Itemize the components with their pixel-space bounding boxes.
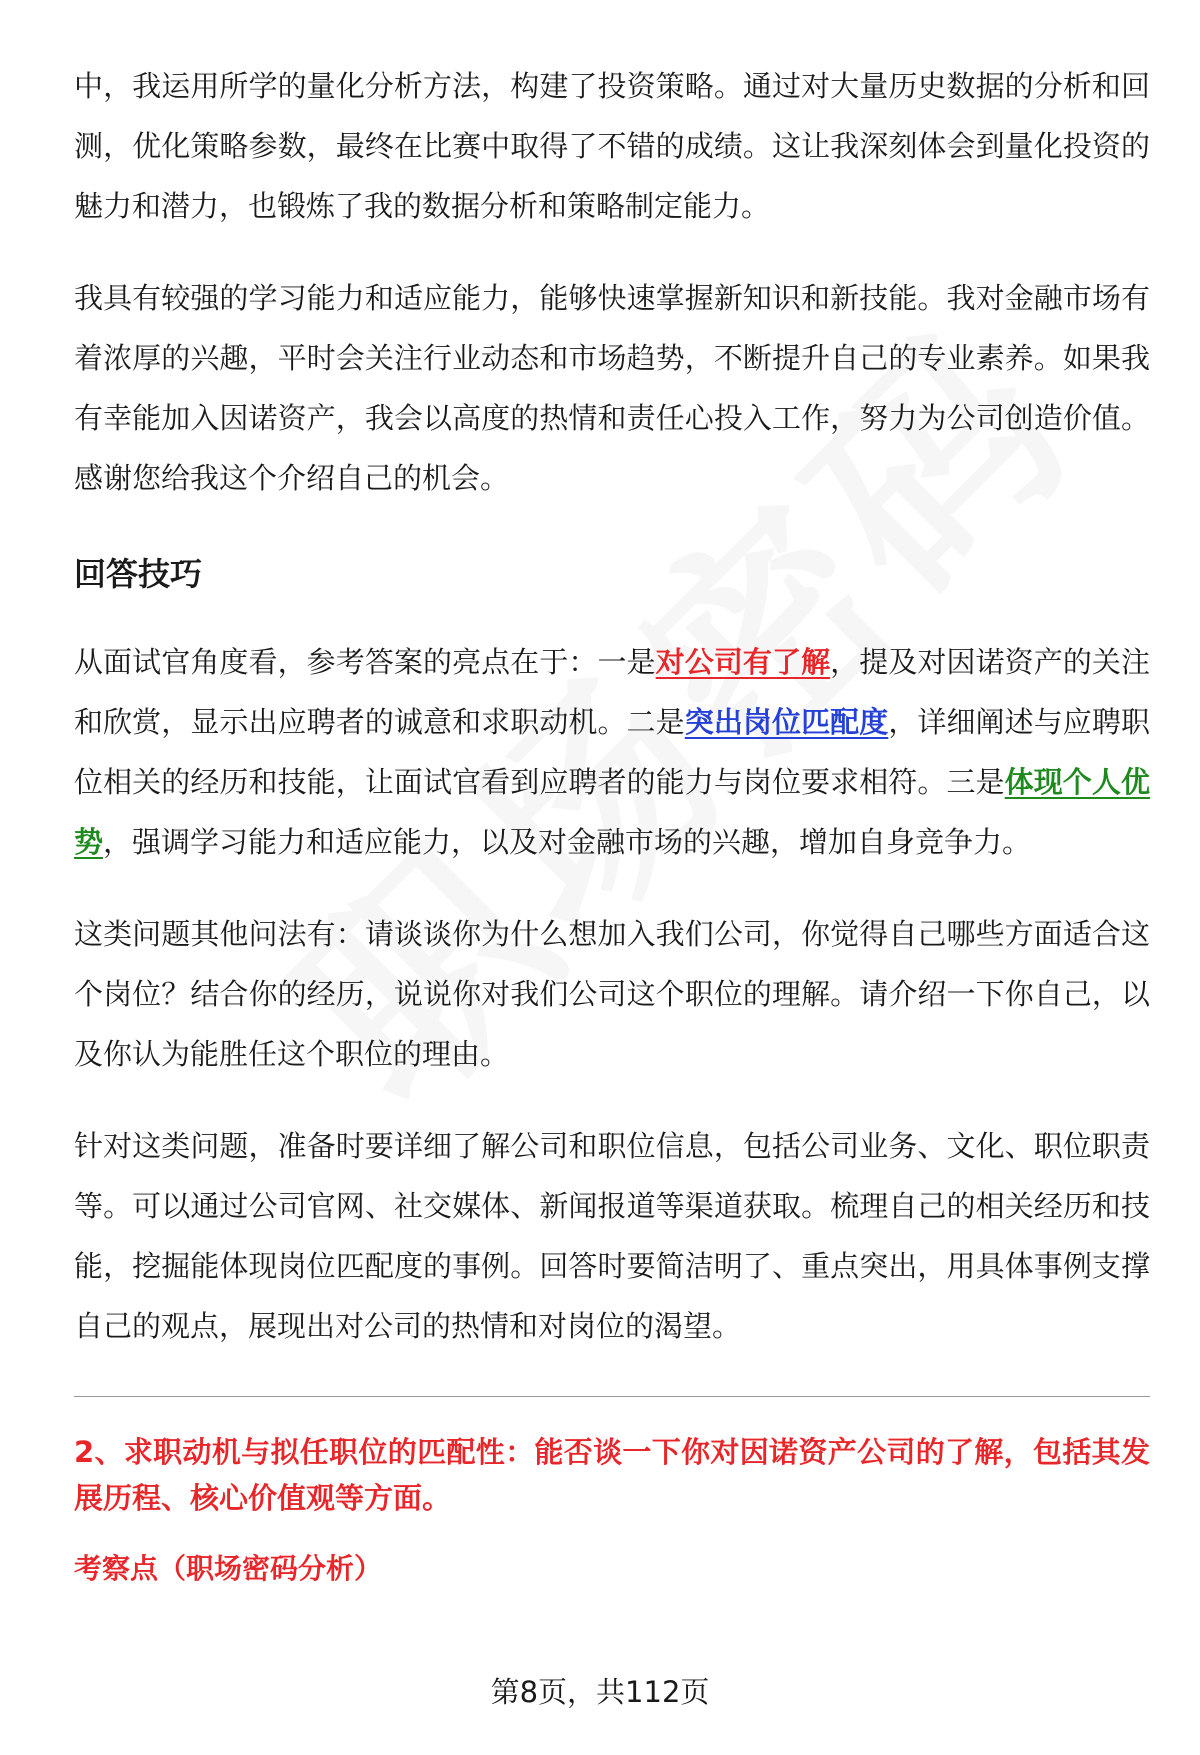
tips-text-3: ，详细阐述与应聘职位相关的经历和技能，让面试官看到应聘者的能力与岗位要求相符。三是 [74,705,1150,799]
section-divider [74,1396,1150,1397]
tips-text-2: ，提及对因诺资产的关注和欣赏，显示出应聘者的诚意和求职动机。二是 [74,645,1150,739]
tips-text-1: 从面试官角度看，参考答案的亮点在于：一是 [74,645,656,679]
preparation-paragraph: 针对这类问题，准备时要详细了解公司和职位信息，包括公司业务、文化、职位职责等。可以通过公司官网、社交媒体、新闻报道等渠道获取。梳理自己的相关经历和技能，挖掘能体现岗位匹配度的事例。回答时要简洁明了、重点突出，用具体事例支撑自己的观点，展现出对公司的热情和对岗位的渴望。 [74,1129,1150,1343]
intro-paragraph-2: 我具有较强的学习能力和适应能力，能够快速掌握新知识和新技能。我对金融市场有着浓厚的兴趣，平时会关注行业动态和市场趋势，不断提升自己的专业素养。如果我有幸能加入因诺资产，我会以高度的热情和责任心投入工作，努力为公司创造价值。感谢您给我这个介绍自己的机会。 [74,281,1150,495]
section-heading: 回答技巧 [74,555,203,593]
highlight-personal-strength: 体现个人优势 [74,765,1150,859]
other-questions-paragraph: 这类问题其他问法有：请谈谈你为什么想加入我们公司，你觉得自己哪些方面适合这个岗位？结合你的经历，说说你对我们公司这个职位的理解。请介绍一下你自己，以及你认为能胜任这个职位的理由。 [74,917,1150,1071]
highlight-company-knowledge: 对公司有了解 [655,645,831,679]
next-question: 2、求职动机与拟任职位的匹配性：能否谈一下你对因诺资产公司的了解，包括其发展历程、核心价值观等方面。 [74,1435,1150,1515]
tips-paragraph [74,632,1150,872]
page-footer: 第8页，共112页 [490,1675,710,1709]
highlight-job-match: 突出岗位匹配度 [684,705,889,739]
intro-paragraph-1: 中，我运用所学的量化分析方法，构建了投资策略。通过对大量历史数据的分析和回测，优化策略参数，最终在比赛中取得了不错的成绩。这让我深刻体会到量化投资的魅力和潜力，也锻炼了我的数据分析和策略制定能力。 [74,69,1150,223]
content-area [74,56,1150,1589]
exam-point-label: 考察点（职场密码分析） [74,1552,383,1585]
tips-text-4: ，强调学习能力和适应能力，以及对金融市场的兴趣，增加自身竞争力。 [103,825,1032,859]
